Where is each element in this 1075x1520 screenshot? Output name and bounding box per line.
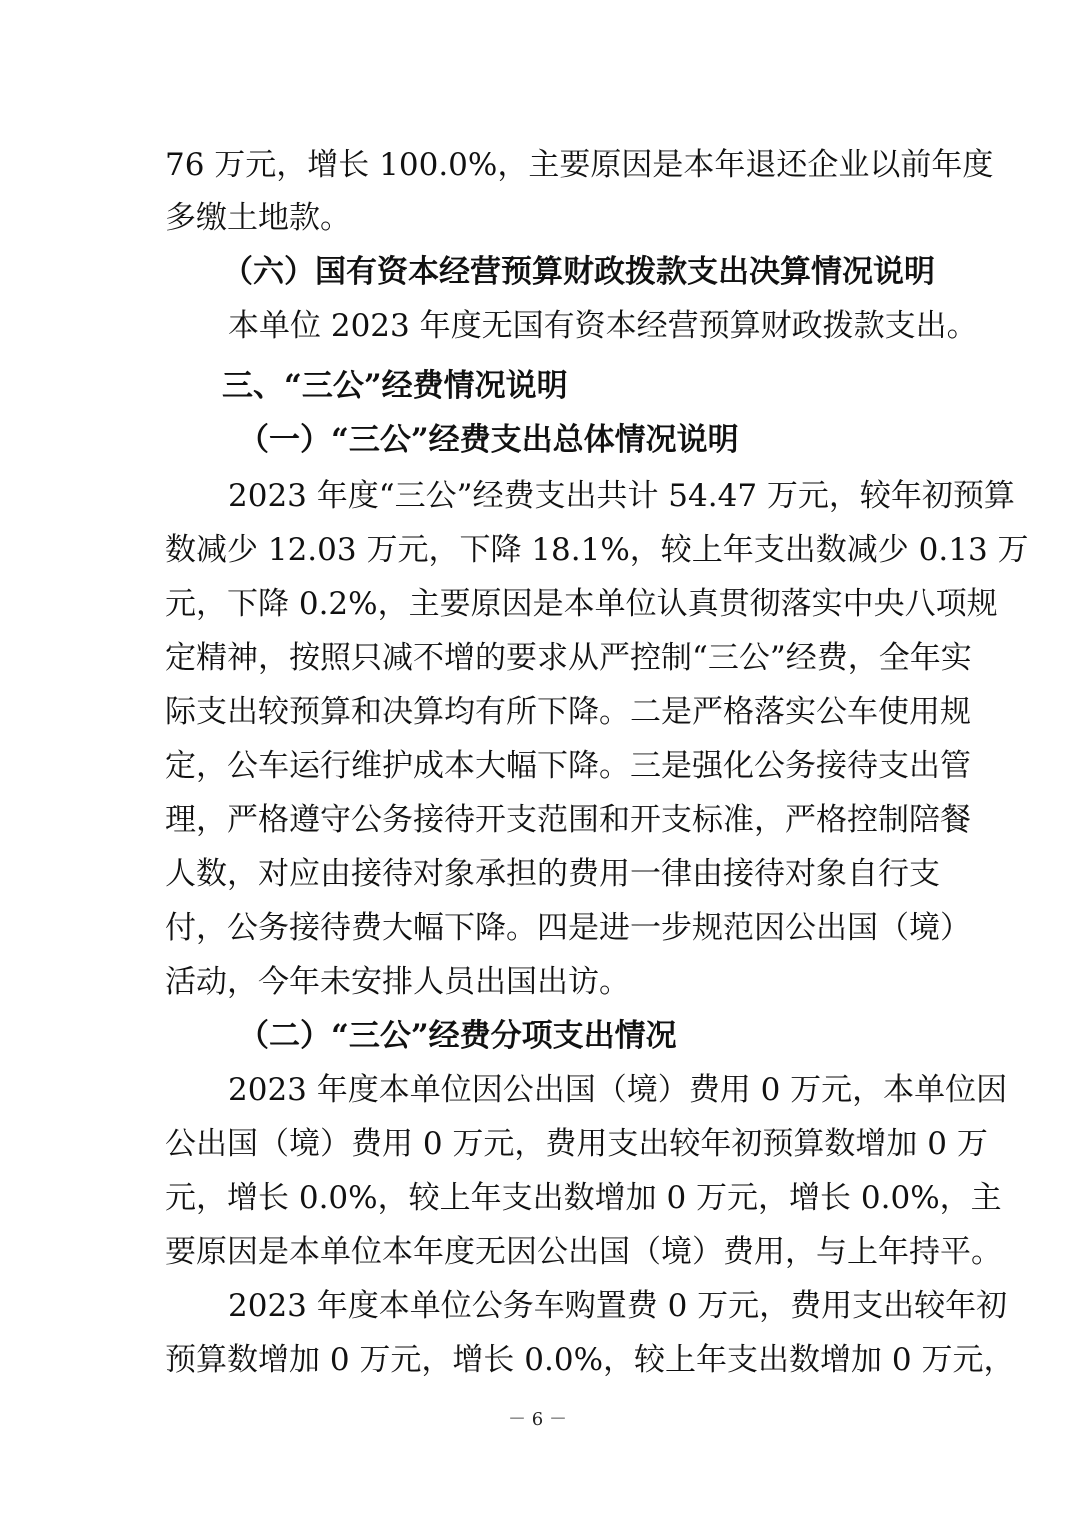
body-line: 公出国（境）费用 0 万元，费用支出较年初预算数增加 0 万 [165, 1126, 988, 1162]
body-line: 本单位 2023 年度无国有资本经营预算财政拨款支出。 [228, 308, 978, 344]
body-line: 付，公务接待费大幅下降。四是进一步规范因公出国（境） [165, 910, 971, 946]
subsection-heading-2: （二）“三公”经费分项支出情况 [238, 1018, 677, 1054]
body-line: 要原因是本单位本年度无因公出国（境）费用，与上年持平。 [165, 1234, 1002, 1270]
section-heading-3: 三、“三公”经费情况说明 [222, 368, 568, 404]
body-line: 2023 年度本单位因公出国（境）费用 0 万元，本单位因 [228, 1072, 1008, 1108]
body-line: 际支出较预算和决算均有所下降。二是严格落实公车使用规 [165, 694, 971, 730]
body-line: 元，下降 0.2%，主要原因是本单位认真贯彻落实中央八项规 [165, 586, 998, 622]
body-line: 人数，对应由接待对象承担的费用一律由接待对象自行支 [165, 856, 940, 892]
body-line: 2023 年度本单位公务车购置费 0 万元，费用支出较年初 [228, 1288, 1008, 1324]
page-number: － 6 － [508, 1409, 567, 1430]
body-line: 活动，今年未安排人员出国出访。 [165, 964, 630, 1000]
body-line: 理，严格遵守公务接待开支范围和开支标准，严格控制陪餐 [165, 802, 971, 838]
body-line: 多缴土地款。 [165, 200, 351, 236]
body-line: 定，公车运行维护成本大幅下降。三是强化公务接待支出管 [165, 748, 971, 784]
body-line: 定精神，按照只减不增的要求从严控制“三公”经费，全年实 [165, 640, 972, 676]
body-line: 数减少 12.03 万元，下降 18.1%，较上年支出数减少 0.13 万 [165, 532, 1029, 568]
body-line: 76 万元，增长 100.0%，主要原因是本年退还企业以前年度 [165, 147, 994, 183]
section-heading-6: （六）国有资本经营预算财政拨款支出决算情况说明 [222, 254, 935, 290]
subsection-heading-1: （一）“三公”经费支出总体情况说明 [238, 422, 739, 458]
body-line: 2023 年度“三公”经费支出共计 54.47 万元，较年初预算 [228, 478, 1015, 514]
body-line: 元，增长 0.0%，较上年支出数增加 0 万元，增长 0.0%，主 [165, 1180, 1002, 1216]
body-line: 预算数增加 0 万元，增长 0.0%，较上年支出数增加 0 万元， [165, 1342, 1015, 1378]
